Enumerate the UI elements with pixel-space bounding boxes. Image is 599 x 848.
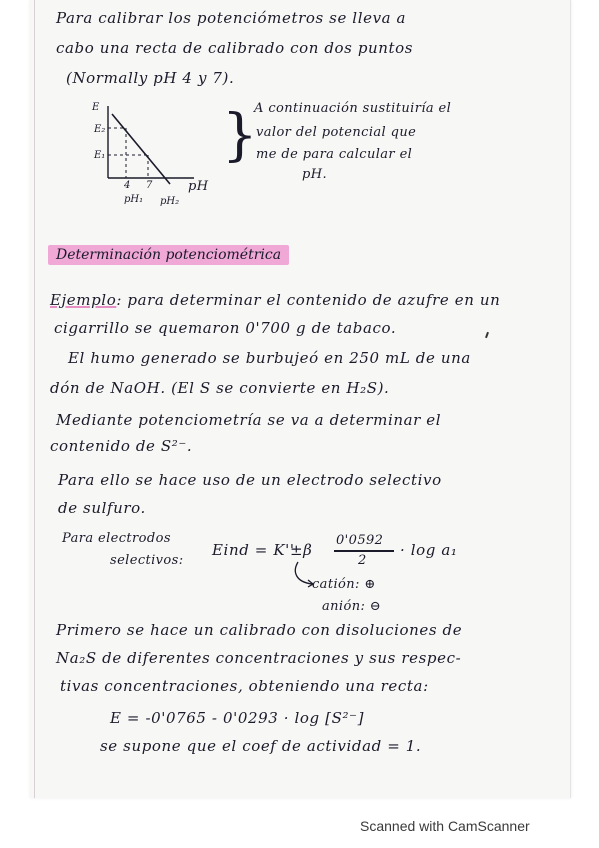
- calibration-line-2: Na₂S de diferentes concentraciones y sus respec-: [56, 649, 462, 667]
- intro-line-2: cabo una recta de calibrado con dos puntos: [56, 39, 414, 57]
- formula-numerator: 0'0592: [336, 533, 384, 548]
- note-line-2: valor del potencial que: [256, 125, 417, 140]
- note-line-4: pH.: [302, 167, 327, 182]
- formula-label-1: Para electrodos: [62, 531, 171, 546]
- graph-ph1-label: pH₁: [124, 194, 144, 205]
- formula-denominator: 2: [358, 553, 367, 568]
- calibration-equation: E = -0'0765 - 0'0293 · log [S²⁻]: [110, 709, 365, 727]
- intro-line-3: (Normally pH 4 y 7).: [66, 69, 235, 87]
- note-line-1: A continuación sustituiría el: [254, 101, 452, 116]
- calibration-line-3: tivas concentraciones, obteniendo una recta:: [60, 677, 429, 695]
- graph-ph2-label: pH₂: [160, 196, 180, 207]
- formula-anion: anión: ⊖: [322, 599, 382, 614]
- curly-brace: }: [222, 103, 258, 168]
- section-heading: Determinación potenciométrica: [48, 245, 289, 265]
- example-line-7: Para ello se hace uso de un electrodo selectivo: [58, 471, 442, 489]
- example-line-3: El humo generado se burbujeó en 250 mL de una: [68, 349, 471, 367]
- calibration-line: [112, 114, 170, 184]
- example-line-1-text: : para determinar el contenido de azufre en un: [116, 291, 501, 309]
- page-margin-line: [34, 0, 35, 798]
- calibration-line-1: Primero se hace un calibrado con disoluciones de: [56, 621, 463, 639]
- graph-tick-4: 4: [124, 180, 131, 191]
- graph-tick-7: 7: [146, 180, 153, 191]
- example-line-1: [50, 290, 500, 310]
- example-line-8: de sulfuro.: [58, 499, 146, 517]
- example-line-2: cigarrillo se quemaron 0'700 g de tabaco.: [54, 319, 397, 337]
- graph-x-axis-label: pH: [188, 179, 209, 194]
- example-line-5: Mediante potenciometría se va a determinar el: [56, 411, 442, 429]
- calibration-line-4: se supone que el coef de actividad = 1.: [100, 737, 422, 755]
- example-line-4: dón de NaOH. (El S se convierte en H₂S).: [50, 379, 390, 397]
- graph-y-axis-label: E: [92, 102, 100, 113]
- formula-lhs: Eind = K'': [212, 541, 295, 559]
- graph-e1-label: E₁: [94, 150, 106, 161]
- note-line-3: me de para calcular el: [256, 147, 413, 162]
- formula-cation: catión: ⊕: [312, 577, 376, 592]
- formula-label-2: selectivos:: [110, 553, 184, 568]
- scanner-watermark: Scanned with CamScanner: [360, 818, 530, 834]
- example-label: Ejemplo: [50, 291, 117, 309]
- formula-plus-minus: ±β: [290, 541, 313, 559]
- intro-line-1: Para calibrar los potenciómetros se lleva a: [56, 9, 407, 27]
- graph-e2-label: E₂: [94, 124, 106, 135]
- formula-log-term: · log a₁: [400, 541, 458, 559]
- example-line-6: contenido de S²⁻.: [50, 437, 193, 455]
